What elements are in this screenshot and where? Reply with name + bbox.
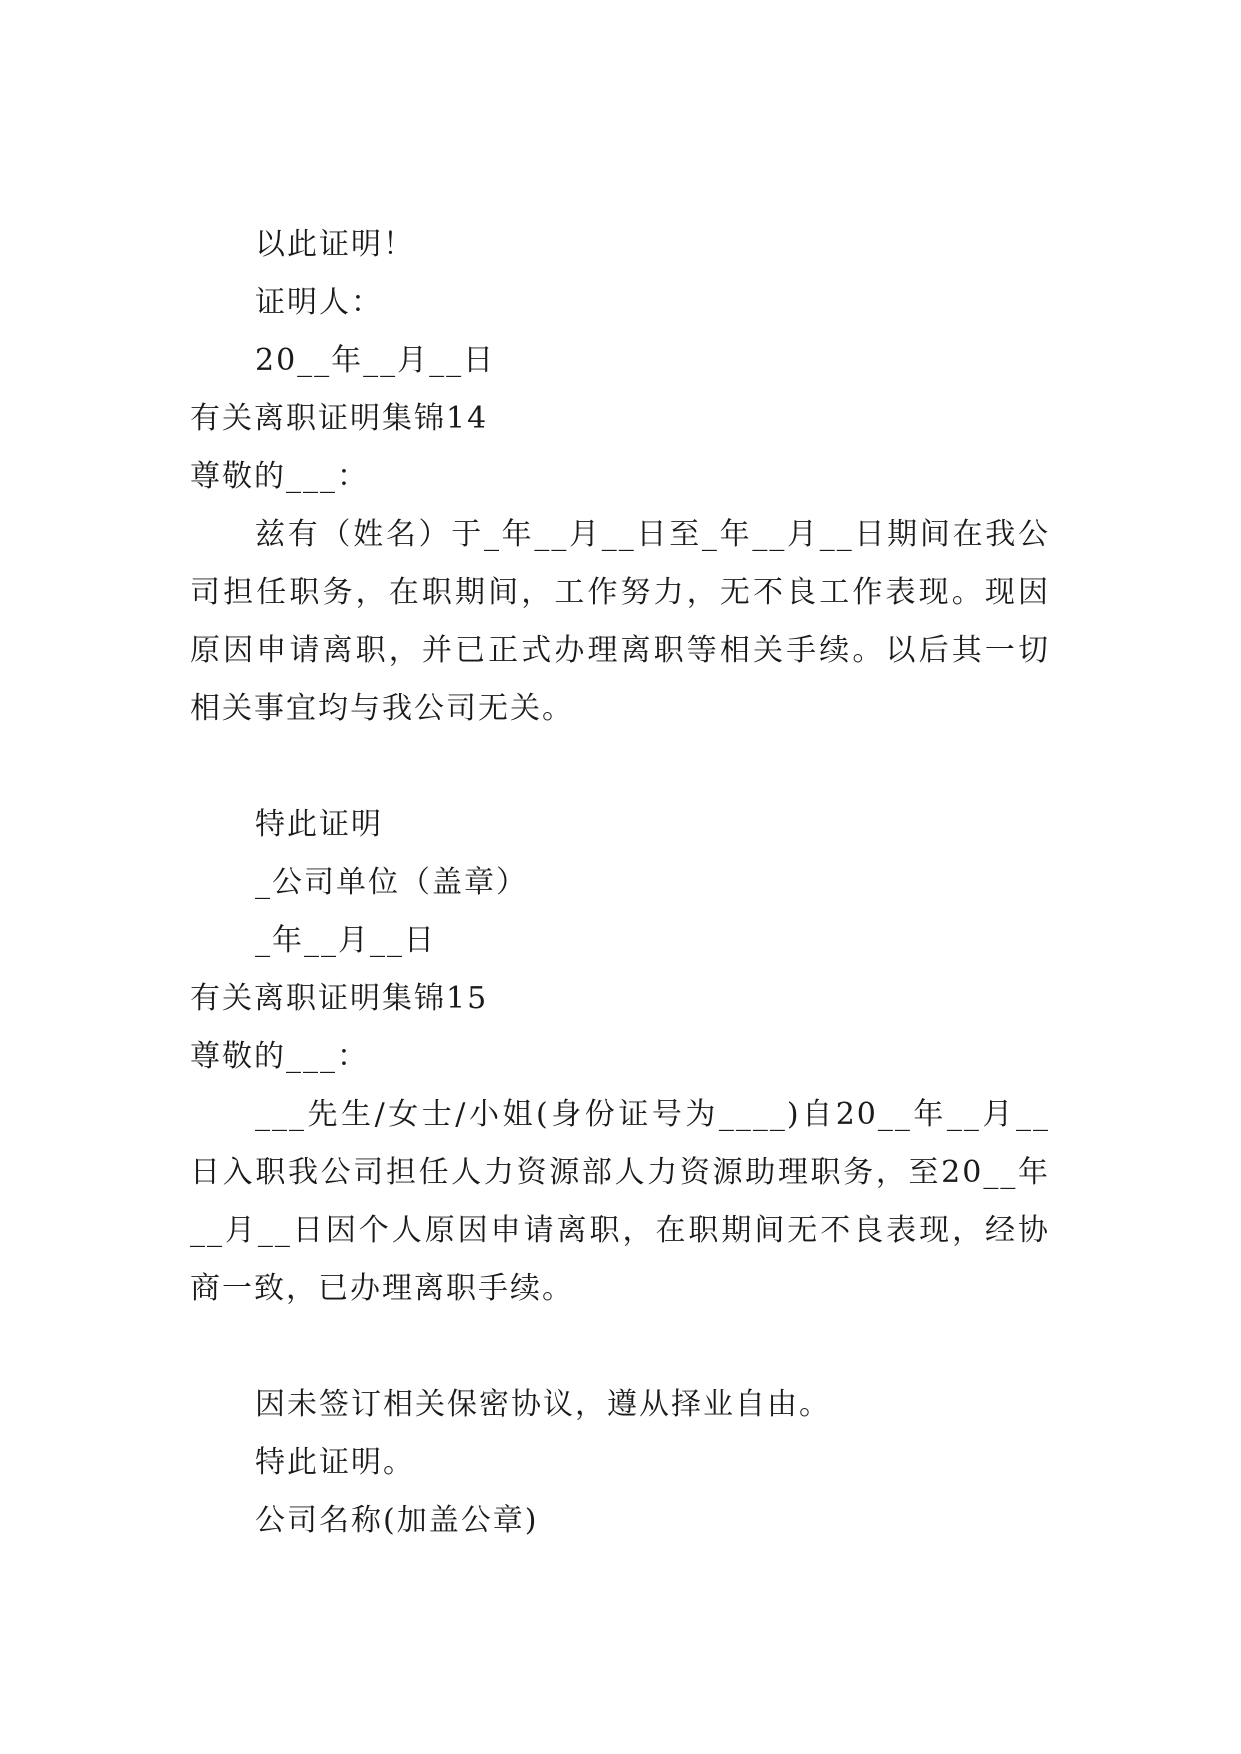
date-line: 20__年__月__日 bbox=[255, 343, 496, 378]
salutation-15: 尊敬的___： bbox=[190, 1039, 369, 1074]
body-line-15-3: __月__日因个人原因申请离职，在职期间无不良表现，经协 bbox=[190, 1213, 1050, 1248]
body-line-15-1: ___先生/女士/小姐(身份证号为____)自20__年__月__ bbox=[255, 1097, 1050, 1132]
company-seal-15: 公司名称(加盖公章) bbox=[255, 1503, 539, 1538]
body-line-14-1: 兹有（姓名）于_年__月__日至_年__月__日期间在我公 bbox=[255, 517, 1050, 552]
section-heading-15: 有关离职证明集锦15 bbox=[190, 981, 489, 1016]
body-line-14-3: 原因申请离职，并已正式办理离职等相关手续。以后其一切 bbox=[190, 633, 1050, 668]
company-seal-14: _公司单位（盖章） bbox=[255, 865, 528, 900]
closing-14: 特此证明 bbox=[255, 807, 383, 842]
body-line-15-4: 商一致，已办理离职手续。 bbox=[190, 1271, 574, 1306]
section-heading-14: 有关离职证明集锦14 bbox=[190, 401, 489, 436]
date-14: _年__月__日 bbox=[255, 923, 436, 958]
body-line-15-2: 日入职我公司担任人力资源部人力资源助理职务，至20__年 bbox=[190, 1155, 1050, 1190]
certifier-label: 证明人： bbox=[255, 285, 383, 320]
body-line-14-4: 相关事宜均与我公司无关。 bbox=[190, 691, 574, 726]
closing-15: 特此证明。 bbox=[255, 1445, 415, 1480]
confidentiality-note: 因未签订相关保密协议，遵从择业自由。 bbox=[255, 1387, 831, 1422]
body-line-14-2: 司担任职务，在职期间，工作努力，无不良工作表现。现因 bbox=[190, 575, 1050, 610]
certify-statement: 以此证明！ bbox=[255, 227, 415, 262]
salutation-14: 尊敬的___： bbox=[190, 459, 369, 494]
